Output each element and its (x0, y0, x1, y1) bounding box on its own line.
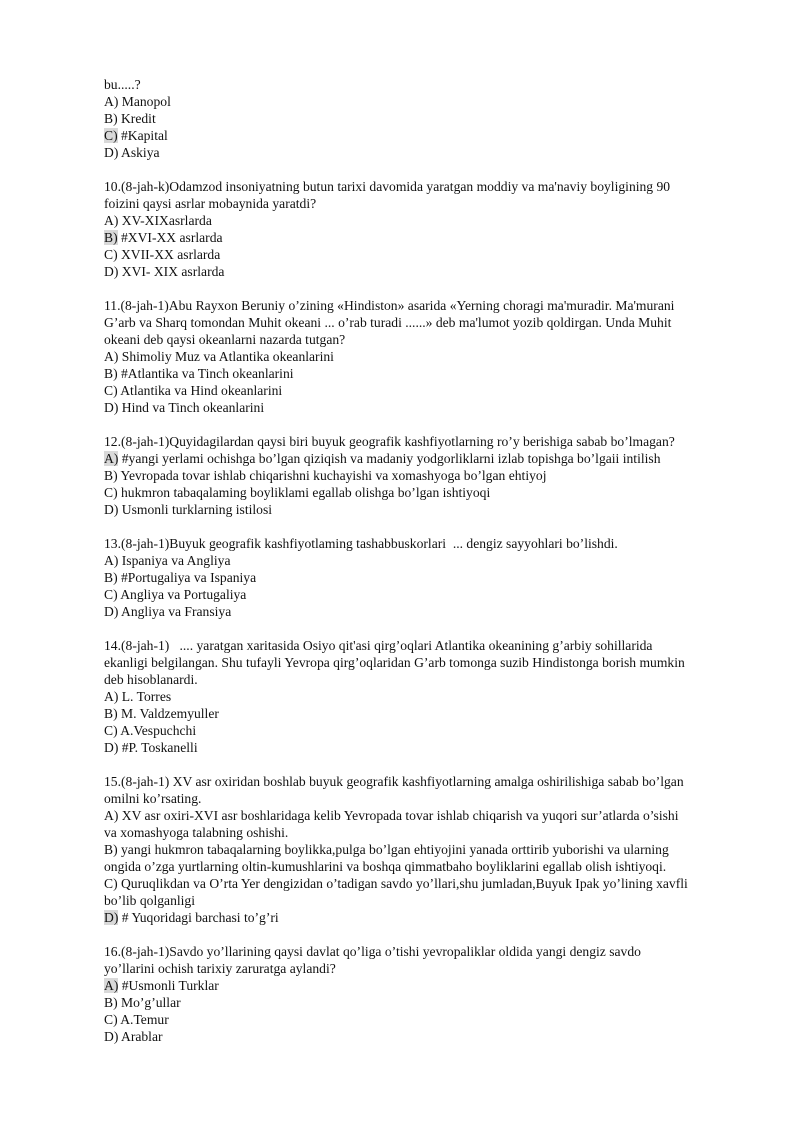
answer-option (104, 909, 754, 926)
answer-options (104, 552, 754, 620)
question-block (104, 637, 754, 756)
option-text: # Yuqoridagi barchasi to’g’ri (118, 910, 279, 925)
answer-option (104, 229, 754, 246)
option-letter: C) (104, 723, 118, 738)
question-block (104, 535, 754, 620)
answer-option (104, 875, 754, 909)
spacer (104, 416, 754, 433)
question-text: 11.(8-jah-1)Abu Rayxon Beruniy o’zining «Hindiston» asarida «Yerning choragi ma'muradir. Ma'murani (104, 298, 675, 313)
answer-option (104, 807, 754, 841)
spacer (104, 620, 754, 637)
option-text: Hind va Tinch okeanlarini (118, 400, 265, 415)
option-letter: D) (104, 1029, 119, 1044)
option-text: Manopol (118, 94, 171, 109)
document-page (104, 76, 754, 1045)
answer-options (104, 93, 754, 161)
question-text: 15.(8-jah-1) XV asr oxiridan boshlab buyuk geografik kashfiyotlarning amalga oshirilishiga sabab bo’lgan (104, 774, 684, 789)
option-letter: D) (104, 145, 119, 160)
option-letter: D) (104, 400, 119, 415)
question-text: 13.(8-jah-1)Buyuk geografik kashfiyotlaming tashabbuskorlari ... dengiz sayyohlari bo’lishdi. (104, 536, 618, 551)
answer-option (104, 1028, 754, 1045)
option-text: #Kapital (117, 128, 168, 143)
answer-option (104, 552, 754, 569)
option-text: #Atlantika va Tinch okeanlarini (117, 366, 294, 381)
answer-option (104, 144, 754, 161)
option-letter: B) (104, 706, 118, 721)
question-text: omilni ko’rsating. (104, 791, 202, 806)
option-letter: A) (104, 349, 119, 364)
option-text: M. Valdzemyuller (117, 706, 219, 721)
question-text: ekanligi belgilangan. Shu tufayli Yevropa qirg’oqlaridan G’arb tomonga suzib Hindistonga borish mumkin (104, 655, 685, 670)
option-letter: D) (104, 604, 119, 619)
spacer (104, 756, 754, 773)
question-tail: bu.....? (104, 77, 141, 92)
option-text: hukmron tabaqalaming boyliklami egallab olishga bo’lgan ishtiyoqi (117, 485, 491, 500)
option-letter: A) (104, 689, 119, 704)
option-text: Yevropada tovar ishlab chiqarishni kuchayishi va xomashyoga bo’lgan ehtiyoj (117, 468, 547, 483)
option-letter: D) (104, 264, 119, 279)
option-letter: B) (104, 570, 118, 585)
option-letter: B) (104, 366, 118, 381)
answer-option (104, 246, 754, 263)
option-text: XV asr oxiri-XVI asr boshlaridaga kelib Yevropada tovar ishlab chiqarish va yuqori sur’atlarda o’sishi va xomashyoga talabning oshishi. (104, 808, 679, 840)
question-text: 16.(8-jah-1)Savdo yo’llarining qaysi davlat qo’liga o’tishi yevropaliklar oldida yangi dengiz savdo (104, 944, 641, 959)
answer-option (104, 569, 754, 586)
answer-option (104, 127, 754, 144)
answer-option (104, 348, 754, 365)
option-text: #Portugaliya va Ispaniya (117, 570, 257, 585)
option-letter: C) (104, 247, 118, 262)
question-text: okeani deb qaysi okeanlarni nazarda tutgan? (104, 332, 346, 347)
option-text: Shimoliy Muz va Atlantika okeanlarini (118, 349, 334, 364)
option-letter: A) (104, 978, 119, 993)
answer-option (104, 688, 754, 705)
spacer (104, 280, 754, 297)
option-letter: D) (104, 740, 119, 755)
option-text: yangi hukmron tabaqalarning boylikka,pulga bo’lgan ehtiyojini yanada orttirib yuborishi va ularning ongida o’zga yurtlarning oltin-kumushlarini va boshqa qimmatbaho boyliklarini egallab olish ishtiyoqi. (104, 842, 669, 874)
option-text: #XVI-XX asrlarda (117, 230, 223, 245)
option-letter: D) (104, 910, 119, 925)
question-block (104, 178, 754, 280)
option-letter: C) (104, 485, 118, 500)
option-text: Angliya va Fransiya (118, 604, 232, 619)
option-letter: D) (104, 502, 119, 517)
question-text: 14.(8-jah-1) .... yaratgan xaritasida Osiyo qit'asi qirg’oqlari Atlantika okeanining g’arbiy sohillarida (104, 638, 653, 653)
question-text: foizini qaysi asrlar mobaynida yaratdi? (104, 196, 317, 211)
option-text: XV-XIXasrlarda (118, 213, 212, 228)
answer-option (104, 110, 754, 127)
option-letter: B) (104, 468, 118, 483)
option-text: XVI- XIX asrlarda (118, 264, 225, 279)
answer-options (104, 450, 754, 518)
option-letter: A) (104, 451, 119, 466)
question-block (104, 433, 754, 518)
spacer (104, 161, 754, 178)
option-text: L. Torres (118, 689, 172, 704)
answer-option (104, 977, 754, 994)
option-text: XVII-XX asrlarda (117, 247, 221, 262)
question-text: 10.(8-jah-k)Odamzod insoniyatning butun tarixi davomida yaratgan moddiy va ma'naviy boyligining 90 (104, 179, 671, 194)
answer-option (104, 484, 754, 501)
answer-option (104, 603, 754, 620)
option-letter: A) (104, 553, 119, 568)
answer-option (104, 739, 754, 756)
option-letter: C) (104, 1012, 118, 1027)
option-letter: C) (104, 876, 118, 891)
question-block (104, 297, 754, 416)
question-text: deb hisoblanardi. (104, 672, 198, 687)
answer-option (104, 722, 754, 739)
option-letter: B) (104, 995, 118, 1010)
intro-block (104, 76, 754, 161)
answer-option (104, 212, 754, 229)
question-list (104, 161, 754, 1045)
option-letter: C) (104, 383, 118, 398)
question-block (104, 773, 754, 926)
option-text: Ispaniya va Angliya (118, 553, 231, 568)
answer-option (104, 399, 754, 416)
option-text: #Usmonli Turklar (118, 978, 219, 993)
option-text: Mo’g’ullar (117, 995, 181, 1010)
answer-option (104, 263, 754, 280)
option-text: #P. Toskanelli (118, 740, 198, 755)
option-text: A.Vespuchchi (117, 723, 197, 738)
answer-option (104, 450, 754, 467)
option-letter: A) (104, 808, 119, 823)
option-text: Askiya (118, 145, 160, 160)
option-text: Kredit (117, 111, 156, 126)
answer-option (104, 93, 754, 110)
option-text: Usmonli turklarning istilosi (118, 502, 273, 517)
question-text: G’arb va Sharq tomondan Muhit okeani ... o’rab turadi ......» deb ma'lumot yozib qoldirgan. Unda Muhit (104, 315, 672, 330)
answer-option (104, 382, 754, 399)
answer-options (104, 348, 754, 416)
answer-option (104, 705, 754, 722)
answer-options (104, 212, 754, 280)
option-text: Quruqlikdan va O’rta Yer dengizidan o’tadigan savdo yo’llari,shu jumladan,Buyuk Ipak yo’lining xavfli bo’lib qolganligi (104, 876, 688, 908)
answer-option (104, 365, 754, 382)
option-letter: A) (104, 94, 119, 109)
option-text: A.Temur (117, 1012, 169, 1027)
option-letter: B) (104, 111, 118, 126)
question-text: yo’llarini ochish tarixiy zaruratga aylandi? (104, 961, 336, 976)
answer-option (104, 994, 754, 1011)
option-text: Angliya va Portugaliya (117, 587, 247, 602)
answer-options (104, 977, 754, 1045)
option-text: Atlantika va Hind okeanlarini (117, 383, 283, 398)
option-text: Arablar (118, 1029, 163, 1044)
question-block (104, 943, 754, 1045)
spacer (104, 518, 754, 535)
option-letter: B) (104, 230, 118, 245)
question-text: 12.(8-jah-1)Quyidagilardan qaysi biri buyuk geografik kashfiyotlarning ro’y berishiga sabab bo’lmagan? (104, 434, 675, 449)
option-letter: C) (104, 128, 118, 143)
answer-option (104, 467, 754, 484)
answer-option (104, 1011, 754, 1028)
option-letter: C) (104, 587, 118, 602)
answer-option (104, 501, 754, 518)
answer-options (104, 807, 754, 926)
answer-option (104, 586, 754, 603)
spacer (104, 926, 754, 943)
answer-options (104, 688, 754, 756)
answer-option (104, 841, 754, 875)
option-letter: B) (104, 842, 118, 857)
option-letter: A) (104, 213, 119, 228)
option-text: #yangi yerlami ochishga bo’lgan qiziqish va madaniy yodgorliklarni izlab topishga bo’lgaii intilish (118, 451, 661, 466)
